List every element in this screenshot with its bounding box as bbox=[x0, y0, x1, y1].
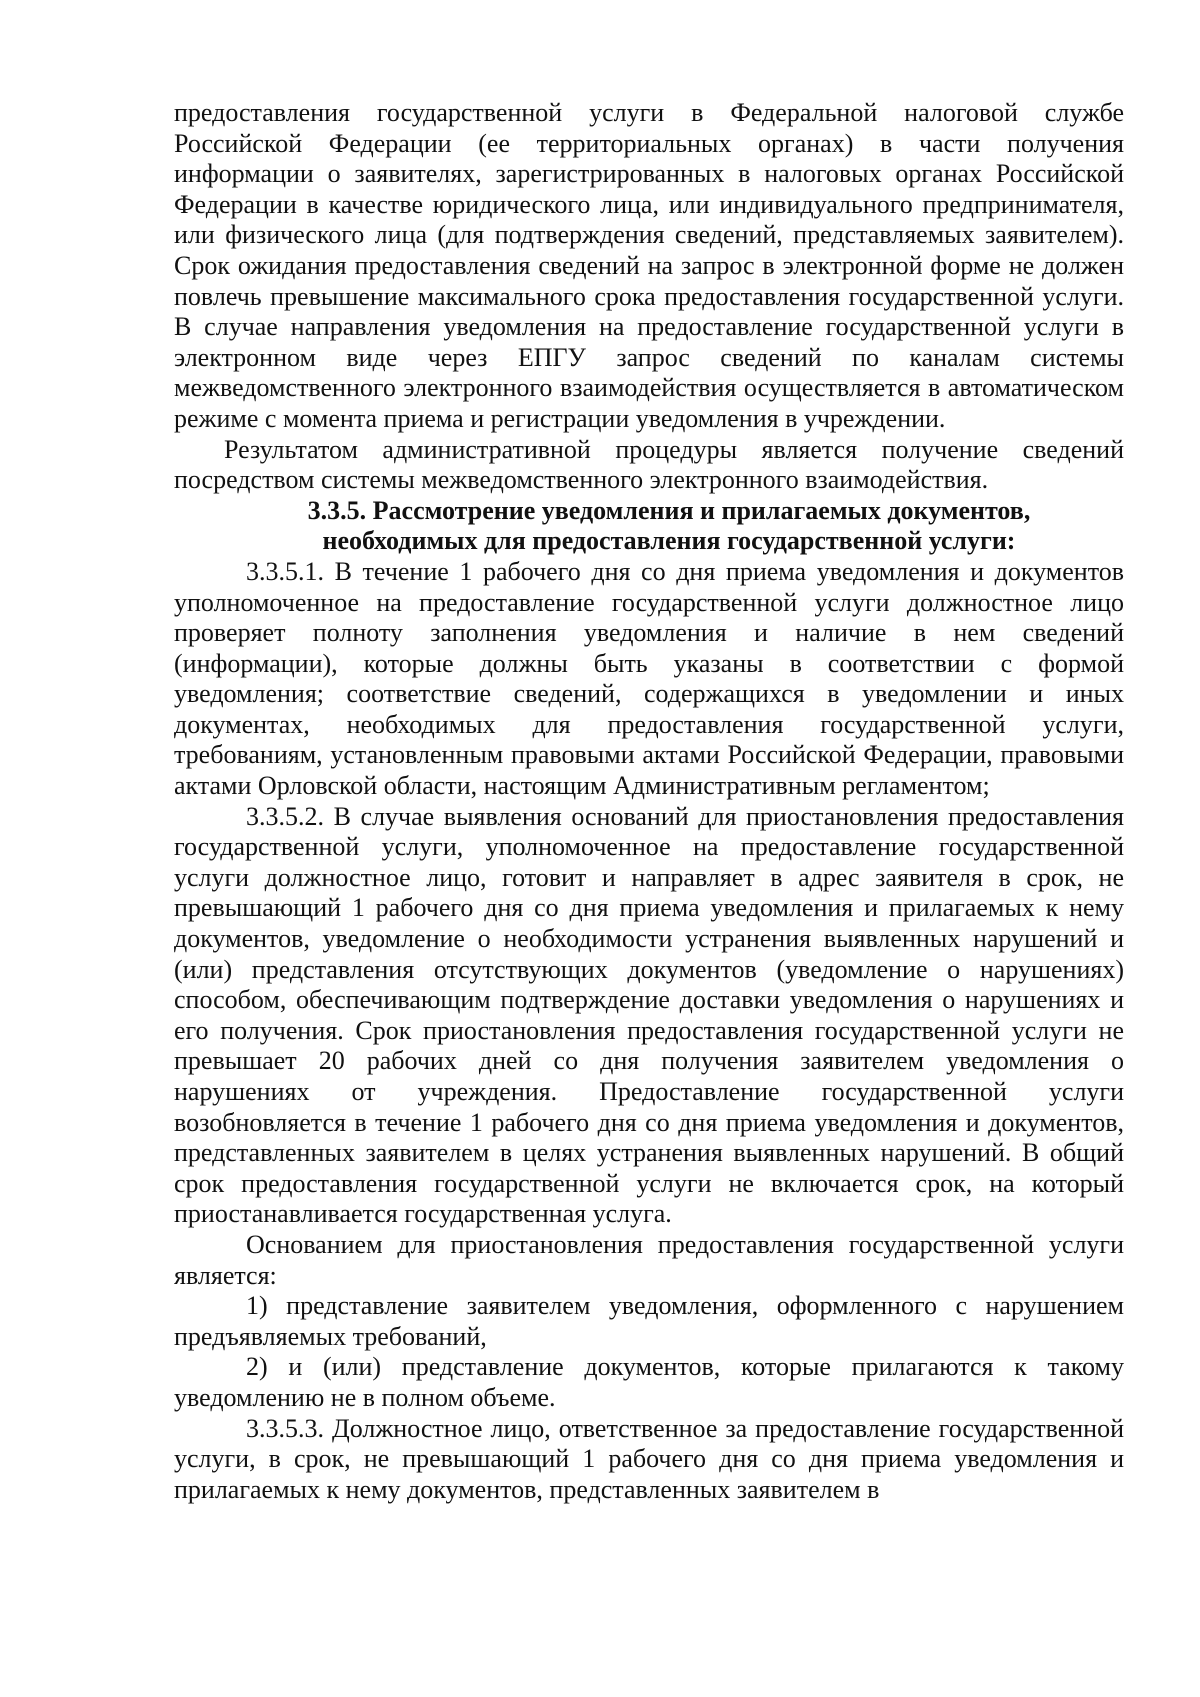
paragraph-1: предоставления государственной услуги в Федеральной налоговой службе Российской Федерации (ее территориальных органах) в части получения информации о заявителях, зарегистрированных в налоговых органах Российской Федерации в качестве юридического лица, или индивидуального предпринимателя, или физического лица (для подтверждения сведений, представляемых заявителем). Срок ожидания предоставления сведений на запрос в электронной форме не должен повлечь превышение максимального срока предоставления государственной услуги. В случае направления уведомления на предоставление государственной услуги в электронном виде через ЕПГУ запрос сведений по каналам системы межведомственного электронного взаимодействия осуществляется в автоматическом режиме с момента приема и регистрации уведомления в учреждении. bbox=[174, 98, 1124, 433]
paragraph-3-3-5-2: 3.3.5.2. В случае выявления оснований для приостановления предоставления государственной услуги, уполномоченное на предоставление государственной услуги должностное лицо, готовит и направляет в адрес заявителя в срок, не превышающий 1 рабочего дня со дня приема уведомления и прилагаемых к нему документов, уведомление о необходимости устранения выявленных нарушений и (или) представления отсутствующих документов (уведомление о нарушениях) способом, обеспечивающим подтверждение доставки уведомления о нарушениях и его получения. Срок приостановления предоставления государственной услуги не превышает 20 рабочих дней со дня получения заявителем уведомления о нарушениях от учреждения. Предоставление государственной услуги возобновляется в течение 1 рабочего дня со дня приема уведомления и документов, представленных заявителем в целях устранения выявленных нарушений. В общий срок предоставления государственной услуги не включается срок, на который приостанавливается государственная услуга. bbox=[174, 801, 1124, 1229]
paragraph-2: Результатом административной процедуры является получение сведений посредством системы межведомственного электронного взаимодействия. bbox=[174, 434, 1124, 495]
list-item-2: 2) и (или) представление документов, которые прилагаются к такому уведомлению не в полном объеме. bbox=[174, 1352, 1124, 1412]
section-heading bbox=[174, 496, 1124, 557]
document-page bbox=[174, 98, 1124, 1505]
section-heading-line-2: необходимых для предоставления государственной услуги: bbox=[322, 526, 1016, 556]
paragraph-3-3-5-3: 3.3.5.3. Должностное лицо, ответственное за предоставление государственной услуги, в срок, не превышающий 1 рабочего дня со дня приема уведомления и прилагаемых к нему документов, представленных заявителем в bbox=[174, 1413, 1124, 1504]
list-item-1: 1) представление заявителем уведомления, оформленного с нарушением предъявляемых требований, bbox=[174, 1291, 1124, 1351]
paragraph-3-3-5-1: 3.3.5.1. В течение 1 рабочего дня со дня приема уведомления и документов уполномоченное на предоставление государственной услуги должностное лицо проверяет полноту заполнения уведомления и наличие в нем сведений (информации), которые должны быть указаны в соответствии с формой уведомления; соответствие сведений, содержащихся в уведомлении и иных документах, необходимых для предоставления государственной услуги, требованиям, установленным правовыми актами Российской Федерации, правовыми актами Орловской области, настоящим Административным регламентом; bbox=[174, 556, 1124, 801]
paragraph-grounds: Основанием для приостановления предоставления государственной услуги является: bbox=[174, 1229, 1124, 1290]
section-heading-line-1: 3.3.5. Рассмотрение уведомления и прилагаемых документов, bbox=[307, 495, 1031, 525]
